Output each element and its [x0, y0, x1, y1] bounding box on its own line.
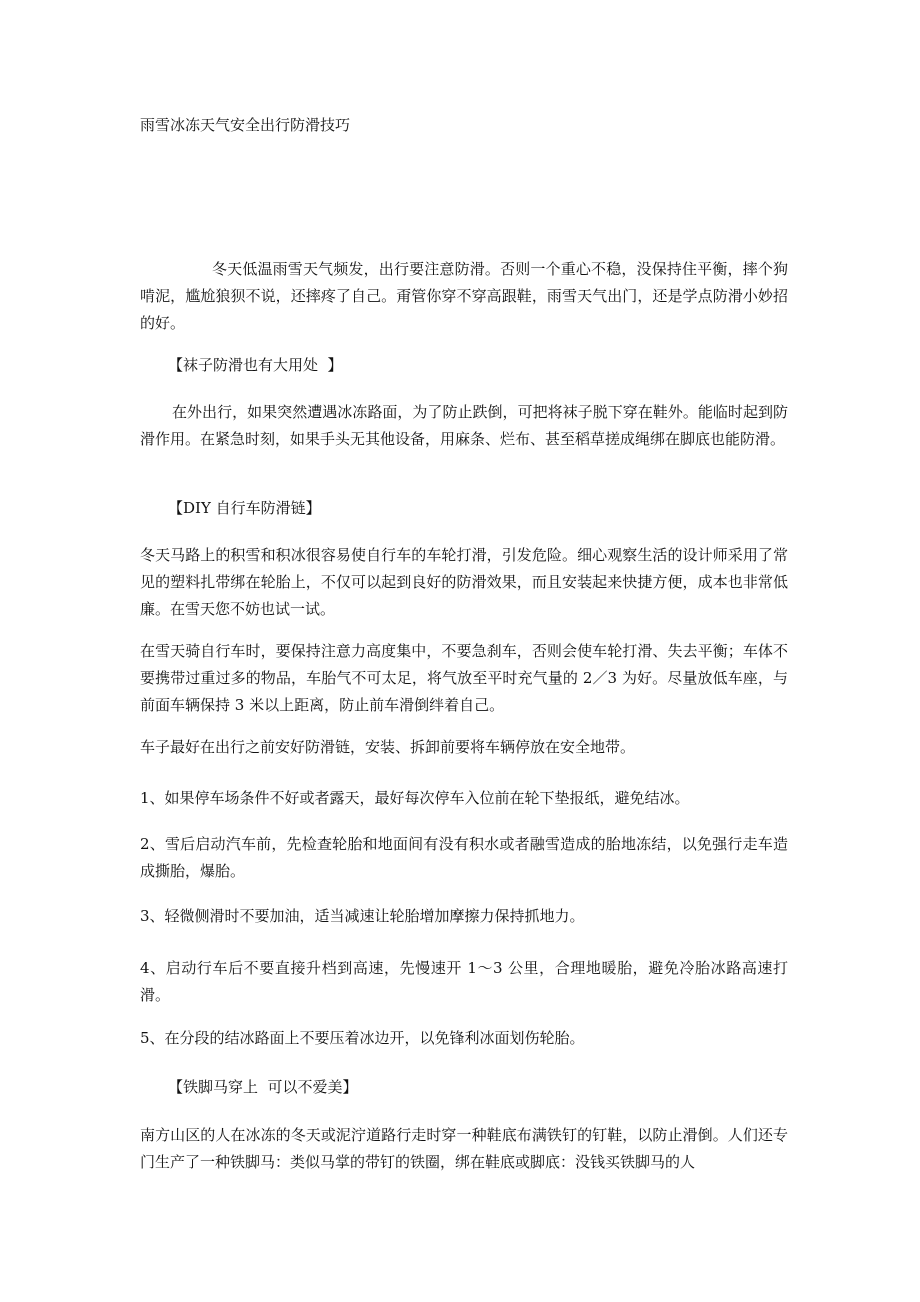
- list-item: 3、轻微侧滑时不要加油，适当减速让轮胎增加摩擦力保持抓地力。: [140, 907, 585, 925]
- iron-horse-paragraph: 南方山区的人在冰冻的冬天或泥泞道路行走时穿一种鞋底布满铁钉的钉鞋，以防止滑倒。人们还专门生产了一种铁脚马：类似马掌的带钉的铁圈，绑在鞋底或脚底：没钱买铁脚马的人: [140, 1126, 788, 1171]
- document-title: 雨雪冰冻天气安全出行防滑技巧: [140, 116, 351, 134]
- section-heading-iron-horse: 【铁脚马穿上 可以不爱美】: [168, 1078, 358, 1096]
- list-item: 1、如果停车场条件不好或者露天，最好每次停车入位前在轮下垫报纸，避免结冰。: [140, 789, 690, 807]
- list-item: 5、在分段的结冰路面上不要压着冰边开，以免锋利冰面划伤轮胎。: [140, 1029, 585, 1047]
- socks-paragraph: 在外出行，如果突然遭遇冰冻路面，为了防止跌倒，可把将袜子脱下穿在鞋外。能临时起到防滑作用。在紧急时刻，如果手头无其他设备，用麻条、烂布、甚至稻草搓成绳绑在脚底也能防滑。: [140, 403, 788, 448]
- section-heading-bike-chain: 【DIY 自行车防滑链】: [168, 499, 321, 517]
- list-item: 4、启动行车后不要直接升档到高速，先慢速开 1～3 公里，合理地暖胎，避免冷胎冰路高速打滑。: [140, 959, 788, 1004]
- bike-chain-paragraph-1: 冬天马路上的积雪和积冰很容易使自行车的车轮打滑，引发危险。细心观察生活的设计师采用了常见的塑料扎带绑在轮胎上，不仅可以起到良好的防滑效果，而且安装起来快捷方便，成本也非常低廉。在雪天您不妨也试一试。: [140, 546, 788, 618]
- bike-chain-paragraph-2: 在雪天骑自行车时，要保持注意力高度集中，不要急刹车，否则会使车轮打滑、失去平衡；车体不要携带过重过多的物品，车胎气不可太足，将气放至平时充气量的 2／3 为好。尽量放低车座，与前面车辆保持 3 米以上距离，防止前车滑倒绊着自己。: [140, 642, 788, 714]
- list-item: 2、雪后启动汽车前，先检查轮胎和地面间有没有积水或者融雪造成的胎地冻结，以免强行走车造成撕胎，爆胎。: [140, 835, 788, 880]
- intro-paragraph: 冬天低温雨雪天气频发，出行要注意防滑。否则一个重心不稳，没保持住平衡，摔个狗啃泥，尴尬狼狈不说，还摔疼了自己。甭管你穿不穿高跟鞋，雨雪天气出门，还是学点防滑小妙招的好。: [140, 260, 788, 332]
- section-heading-socks: 【袜子防滑也有大用处 】: [168, 356, 343, 374]
- bike-chain-paragraph-3: 车子最好在出行之前安好防滑链，安装、拆卸前要将车辆停放在安全地带。: [140, 738, 636, 756]
